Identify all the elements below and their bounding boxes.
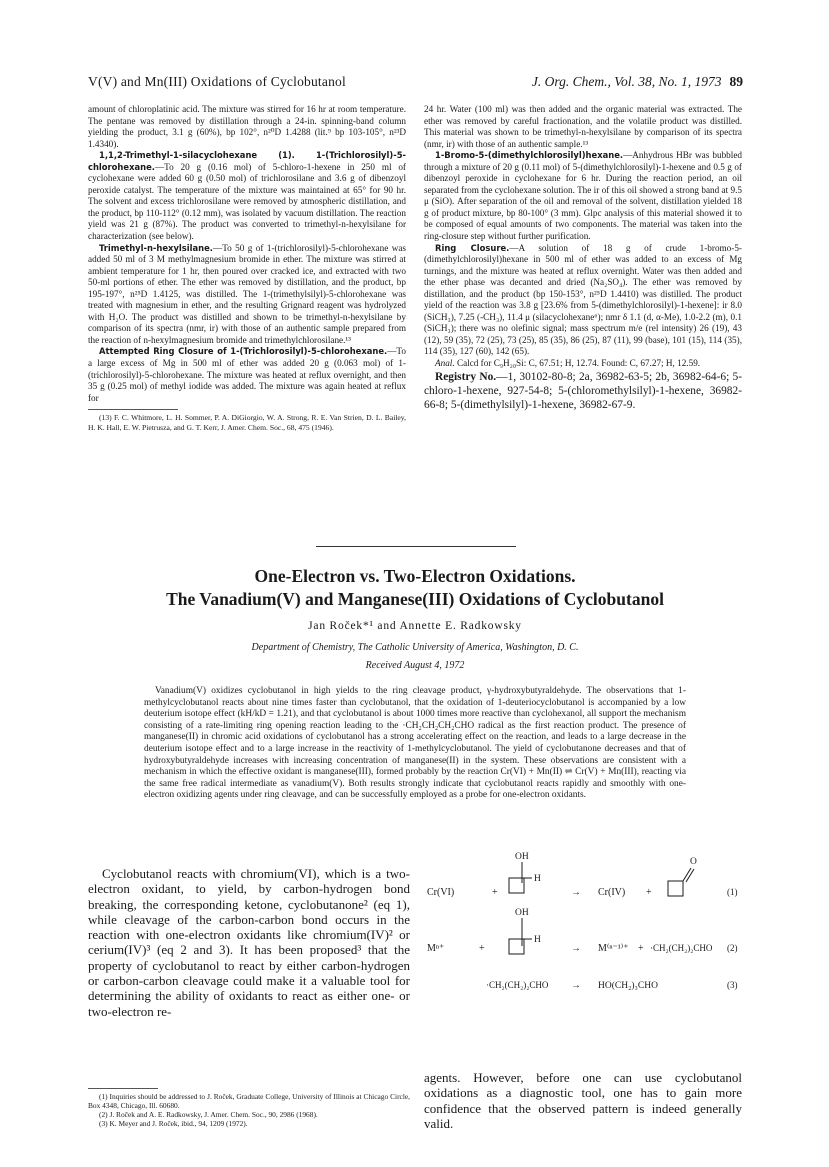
page-number: 89 xyxy=(729,74,743,89)
footnote-rule xyxy=(88,1088,158,1089)
eq3-reactant: ·CH₂(CH₂)₂CHO xyxy=(486,980,549,990)
eq1-h-label: H xyxy=(534,874,541,884)
eq2-oh-label: OH xyxy=(515,908,529,918)
equations-figure xyxy=(424,850,754,1055)
authors: Jan Roček*¹ and Annette E. Radkowsky xyxy=(308,620,522,632)
eq1-arrow: → xyxy=(571,887,581,898)
paragraph-text: —Anhydrous HBr was bubbled through a mixture of 20 g (0.11 mol) of 5-(dimethylchlorosilyl)-1-hexene and 0.5 g of dibenzoyl peroxide in cyclohexane for 6 hr. During the reaction period, an oil separated from the cyclohexane solution. The ir of this oil showed a strong band at 9.5 μ (SiO). After separation of the oil and removal of the solvent, distillation yielded 18 g of product mixture, bp 80-100° (3 mm). Glpc analysis of this material showed it to be composed of equal amounts of two components. The material was taken into the ring-closure step without further purification. xyxy=(424,150,742,242)
footnote: (13) F. C. Whitmore, L. H. Sommer, P. A. DiGiorgio, W. A. Strong, R. E. Van Strien, D. L. Bailey, H. K. Hall, E. W. Pietrusza, and G. T. Kerr, J. Amer. Chem. Soc., 68, 475 (1946). xyxy=(88,413,406,432)
analysis xyxy=(424,358,742,370)
eq2-plus: + xyxy=(479,943,485,954)
body-text-left: Cyclobutanol reacts with chromium(VI), which is a two-electron oxidant, to yield, by carbon-hydrogen bond breaking, the corresponding ketone, cyclobutanone² (eq 1), while cleavage of the carbon-carbon bond occurs in the reaction with one-electron oxidants like chromium(IV)² or cerium(IV)³ (eq 2 and 3). It has been proposed³ that the property of cyclobutanol to react by either carbon-hydrogen or carbon-carbon cleavage could make it a valuable tool for determining the ability of oxidants to react as either one- or two-electron re- xyxy=(88,866,410,1019)
reaction-schemes xyxy=(424,850,754,1055)
equation-1 xyxy=(427,852,738,898)
paragraph-text: —A solution of 18 g of crude 1-bromo-5-(dimethylchlorosilyl)hexane in 500 ml of ether was added to an excess of Mg turnings, and the mixture was heated at reflux overnight. Water was then added and the ether phase was decanted and dried (Na₂SO₄). The ether was removed by distillation, and the product (bp 150-153°, n²⁵D 1.4410) was distilled. The product yield of the reaction was 3.8 g [23.6% from 5-(dimethylchlorosilyl)-1-hexene]: ir 8.0 (SiCH₃), 7.25 (-CH₃), 11.4 μ (silacyclohexane⁶); nmr δ 1.1 (d, α-Me), 1.0-2.2 (m), 0.1 (SiCH₃); there was no olefinic signal; mass spectrum m/e (rel intensity) 26 (19), 43 (12), 59 (35), 72 (25), 73 (25), 85 (35), 86 (25), 87 (11), 99 (base), 101 (15), 114 (35), 114 (35), 127 (60), 142 (65). xyxy=(424,242,742,357)
eq1-plus: + xyxy=(492,887,498,898)
paragraph xyxy=(88,150,406,242)
run-in-heading: Ring Closure. xyxy=(435,242,510,253)
eq1-carbonyl-bond-2 xyxy=(686,869,694,882)
abstract: Vanadium(V) oxidizes cyclobutanol in high yields to the ring cleavage product, γ-hydroxybutyraldehyde. The observations that 1-methylcyclobutanol reacts about nine times faster than cyclobutanol, that the oxidation of 1-deuteriocyclobutanol is accompanied by a low deuterium isotope effect (kH/kD = 1.21), and that cyclobutanol is about 1000 times more reactive than cyclohexanol, all support the mechanism consisting of a rate-limiting ring opening reaction leading to the ·CH₂CH₂CH₂CHO radical as the first reaction product. The presence of manganese(II) in chromic acid oxidations of cyclobutanol has a strong accelerating effect on the reaction, and leads to a large decrease in the deuterium isotope effect and to a large increase in the reactivity of 1-methylcyclobutanol. The yield of cyclobutanone decreases and that of hydroxybutyraldehyde increases with increasing concentration of manganese(II) in the system. These observations are consistent with a mechanism in which the effective oxidant is manganese(III), formed probably by the reaction Cr(VI) + Mn(II) ⇌ Cr(V) + Mn(III), reacting via the same free radical intermediate as vanadium(V). Both results strongly indicate that cyclobutanol reacts rapidly and smoothly with one-electron oxidizing agents under ring cleavage, and can be successfully employed as a probe for one-electron oxidants. xyxy=(144,686,686,801)
eq1-oh-label: OH xyxy=(515,852,529,862)
paragraph-text: —To a large excess of Mg in 500 ml of ether was added 20 g (0.063 mol) of 1-(trichlorosilyl)-5-chlorohexane. The mixture was heated at reflux overnight, and then 35 g (0.25 mol) of methyl iodide was added. The mixture was again heated at reflux for xyxy=(88,346,406,403)
running-header: V(V) and Mn(III) Oxidations of Cyclobutanol xyxy=(88,74,346,89)
eq2-plus-2: + xyxy=(638,943,644,954)
eq2-number: (2) xyxy=(727,943,738,953)
footnote-1: (1) Inquiries should be addressed to J. Roček, Graduate College, University of Illinois at Chicago Circle, Box 4348, Chicago, Ill. 60680. xyxy=(88,1092,410,1111)
eq1-cyclobutanone-ring xyxy=(668,881,683,896)
eq2-h-label: H xyxy=(534,935,541,945)
eq1-oxidant: Cr(VI) xyxy=(427,887,455,898)
run-in-heading: Trimethyl-n-hexylsilane. xyxy=(99,242,213,253)
eq3-product: HO(CH₂)₃CHO xyxy=(598,981,658,991)
equation-2 xyxy=(427,908,738,954)
footnotes xyxy=(88,1088,410,1128)
registry-numbers xyxy=(424,370,742,412)
article-title-line2: The Vanadium(V) and Manganese(III) Oxidations of Cyclobutanol xyxy=(166,589,664,609)
run-in-heading: Attempted Ring Closure of 1-(Trichlorosilyl)-5-chlorohexane. xyxy=(99,346,388,357)
paragraph-text: —To 20 g (0.16 mol) of 5-chloro-1-hexene in 250 ml of cyclohexane were added 60 g (0.50 mol) of trichlorosilane and 3.6 g of dibenzoyl peroxide catalyst. The temperature of the mixture was maintained at 65° for 90 hr. The solvent and excess trichlorosilane were removed by atmospheric distillation, and the product, bp 110-112° (0.12 mm), was isolated by vacuum distillation. The reaction yield was 21 g (87%). The product was converted to trimethyl-n-hexylsilane for characterization (see below). xyxy=(88,161,406,242)
paragraph xyxy=(424,243,742,358)
section-divider xyxy=(316,546,516,547)
equation-3 xyxy=(486,980,738,991)
eq1-plus-2: + xyxy=(646,887,652,898)
eq3-number: (3) xyxy=(727,980,738,990)
run-in-heading: 1-Bromo-5-(dimethylchlorosilyl)hexane. xyxy=(435,150,624,161)
eq1-o-label: O xyxy=(690,857,697,867)
right-column xyxy=(424,104,742,412)
paragraph: 24 hr. Water (100 ml) was then added and the organic material was extracted. The ether was removed by careful fractionation, and the volatile product was distilled. This material was shown to be trimethyl-n-hexylsilane by comparison of its spectra (nmr, ir) with those of an authentic sample.¹³ xyxy=(424,104,742,149)
paragraph xyxy=(424,150,742,242)
footnote-rule xyxy=(88,409,178,410)
paragraph xyxy=(88,346,406,404)
eq1-product-oxidant: Cr(IV) xyxy=(598,887,626,898)
eq2-arrow: → xyxy=(571,943,581,954)
paragraph-text: —To 50 g of 1-(trichlorosilyl)-5-chlorohexane was added 50 ml of 3 M methylmagnesium bromide in ether. The mixture was stirred at ambient temperature for 1 hr, then poured over cracked ice, and extracted with two 50-ml portions of ether. The ether was removed by distillation, and the product, bp 195-197°, n²⁵D 1.4125, was distilled. The 1-(trimethylsilyl)-5-chlorohexane was treated with magnesium in ether, and the resulting Grignard reagent was hydrolyzed with H₂O. The product was distilled and shown to be trimethyl-n-hexylsilane by comparison of its spectra (nmr, ir) with those of an authentic sample prepared from the reaction of n-hexylmagnesium bromide and trimethylchlorosilane.¹³ xyxy=(88,242,406,345)
registry-text: —1, 30102-80-8; 2a, 36982-63-5; 2b, 36982-64-6; 5-chloro-1-hexene, 927-54-8; 5-(chloromethylsilyl)-1-hexene, 36982-66-8; 5-(dimethylsilyl)-1-hexene, 36982-67-9. xyxy=(424,370,742,411)
footnote-2: (2) J. Roček and A. E. Radkowsky, J. Amer. Chem. Soc., 90, 2986 (1968). xyxy=(99,1110,318,1120)
received-date: Received August 4, 1972 xyxy=(365,660,465,671)
article-title-line1: One-Electron vs. Two-Electron Oxidations. xyxy=(254,566,576,586)
anal-text: Calcd for C₉H₂₀Si: C, 67.51; H, 12.74. Found: C, 67.27; H, 12.59. xyxy=(454,358,701,369)
eq2-radical: ·CH₂(CH₂)₂CHO xyxy=(650,943,713,953)
left-column xyxy=(88,104,406,432)
eq2-oxidant: Mⁿ⁺ xyxy=(427,943,445,954)
paragraph: amount of chloroplatinic acid. The mixture was stirred for 16 hr at room temperature. The pentane was removed by distillation through a 24-in. spinning-band column yielding the product, 3.1 g (60%), bp 102°, n²⁰D 1.4288 (lit.⁹ bp 103-105°, n²³D 1.4340). xyxy=(88,104,406,149)
journal-citation xyxy=(532,74,743,90)
footnote-3: (3) K. Meyer and J. Roček, ibid., 94, 1209 (1972). xyxy=(99,1119,248,1129)
eq1-number: (1) xyxy=(727,887,738,897)
affiliation: Department of Chemistry, The Catholic University of America, Washington, D. C. xyxy=(251,642,579,653)
registry-heading: Registry No. xyxy=(435,370,497,383)
anal-label: Anal. xyxy=(435,358,455,369)
run-in-heading: 1,1,2-Trimethyl-1-silacyclohexane (1). 1-(Trichlorosilyl)-5-chlorohexane. xyxy=(88,150,406,172)
eq2-product-oxidant: M⁽ⁿ⁻¹⁾⁺ xyxy=(598,943,629,954)
body-text-right: agents. However, before one can use cyclobutanol oxidations as a diagnostic tool, one has to gain more confidence that the observed pattern is indeed generally valid. xyxy=(424,1070,742,1131)
journal-name: J. Org. Chem., Vol. 38, No. 1, 1973 xyxy=(531,74,722,89)
eq3-arrow: → xyxy=(571,980,581,991)
eq1-carbonyl-bond xyxy=(683,868,691,881)
paragraph xyxy=(88,243,406,347)
